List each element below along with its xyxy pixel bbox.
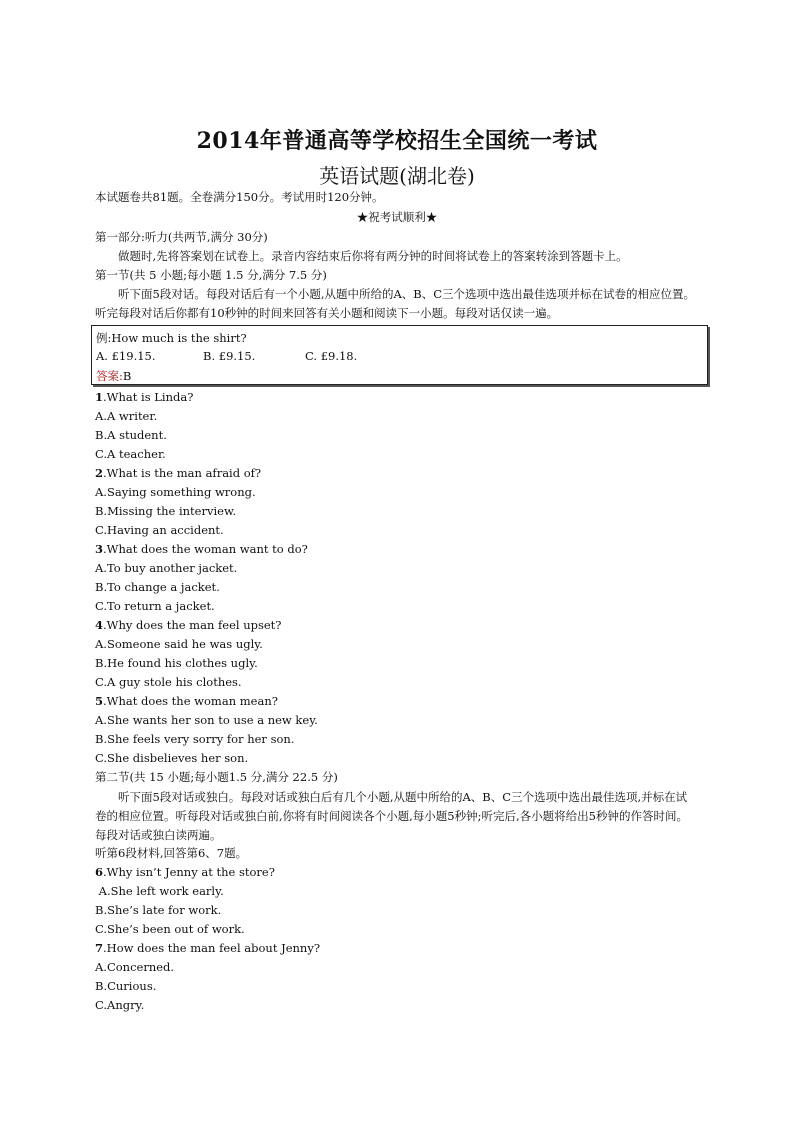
section2-material: 听第6段材料,回答第6、7题。 <box>95 846 248 860</box>
option-1a: A.A writer. <box>95 409 158 423</box>
exam-title: 2014年普通高等学校招生全国统一考试 <box>196 128 598 154</box>
example-option-c: C. £9.18. <box>305 349 358 363</box>
question-5 <box>95 694 278 708</box>
part1-instruction: 做题时,先将答案划在试卷上。录音内容结束后你将有两分钟的时间将试卷上的答案转涂到答题卡上。 <box>118 249 628 263</box>
question-text: .What is Linda? <box>103 390 194 404</box>
question-number: 3 <box>95 542 104 556</box>
option-1b: B.A student. <box>95 428 167 442</box>
option-2c: C.Having an accident. <box>95 523 224 537</box>
option-7b: B.Curious. <box>95 979 157 993</box>
question-2 <box>95 466 261 480</box>
example-answer-label: 答案: <box>96 369 123 383</box>
example-box <box>91 325 708 385</box>
question-6 <box>95 865 275 879</box>
option-4b: B.He found his clothes ugly. <box>95 656 258 670</box>
question-number: 5 <box>95 694 104 708</box>
question-3 <box>95 542 308 556</box>
question-number: 6 <box>95 865 104 879</box>
question-7 <box>95 941 320 955</box>
option-7c: C.Angry. <box>95 998 145 1012</box>
option-5c: C.She disbelieves her son. <box>95 751 249 765</box>
question-text: .How does the man feel about Jenny? <box>103 941 320 955</box>
option-3b: B.To change a jacket. <box>95 580 220 594</box>
option-2a: A.Saying something wrong. <box>95 485 256 499</box>
option-4c: C.A guy stole his clothes. <box>95 675 242 689</box>
option-5b: B.She feels very sorry for her son. <box>95 732 295 746</box>
question-text: .What is the man afraid of? <box>103 466 262 480</box>
part1-heading: 第一部分:听力(共两节,满分 30分) <box>95 230 268 244</box>
exam-wish: ★祝考试顺利★ <box>356 210 438 224</box>
example-option-a: A. £19.15. <box>96 349 156 363</box>
question-text: .What does the woman want to do? <box>103 542 308 556</box>
option-7a: A.Concerned. <box>95 960 175 974</box>
question-1 <box>95 390 193 404</box>
option-6a: A.She left work early. <box>95 884 224 898</box>
question-number: 4 <box>95 618 104 632</box>
section2-heading: 第二节(共 15 小题;每小题1.5 分,满分 22.5 分) <box>95 770 338 784</box>
example-question: 例:How much is the shirt? <box>96 331 247 345</box>
question-number: 7 <box>95 941 104 955</box>
question-text: .Why does the man feel upset? <box>103 618 282 632</box>
example-answer <box>96 368 131 384</box>
exam-intro: 本试题卷共81题。全卷满分150分。考试用时120分钟。 <box>95 190 384 204</box>
example-option-b: B. £9.15. <box>203 349 256 363</box>
option-2b: B.Missing the interview. <box>95 504 237 518</box>
section1-heading: 第一节(共 5 小题;每小题 1.5 分,满分 7.5 分) <box>95 268 327 282</box>
option-3c: C.To return a jacket. <box>95 599 215 613</box>
section2-text: 听下面5段对话或独白。每段对话或独白后有几个小题,从题中所给的A、B、C三个选项中选出最佳选项,并标在试卷的相应位置。听每段对话或独白前,你将有时间阅读各个小题,每小题5秒钟;听完后,各小题将给出5秒钟的作答时间。每段对话或独白读两遍。 <box>95 790 688 842</box>
question-text: .Why isn’t Jenny at the store? <box>103 865 275 879</box>
question-4 <box>95 618 281 632</box>
option-4a: A.Someone said he was ugly. <box>95 637 263 651</box>
exam-subtitle: 英语试题(湖北卷) <box>319 164 475 188</box>
option-1c: C.A teacher. <box>95 447 166 461</box>
option-6c: C.She’s been out of work. <box>95 922 245 936</box>
option-5a: A.She wants her son to use a new key. <box>95 713 318 727</box>
question-number: 2 <box>95 466 104 480</box>
example-answer-value: B <box>122 369 132 383</box>
question-text: .What does the woman mean? <box>103 694 278 708</box>
option-3a: A.To buy another jacket. <box>95 561 238 575</box>
option-6b: B.She’s late for work. <box>95 903 222 917</box>
question-number: 1 <box>95 390 104 404</box>
section1-text: 听下面5段对话。每段对话后有一个小题,从题中所给的A、B、C三个选项中选出最佳选项并标在试卷的相应位置。听完每段对话后你都有10秒钟的时间来回答有关小题和阅读下一小题。每段对话仅读一遍。 <box>95 287 696 320</box>
